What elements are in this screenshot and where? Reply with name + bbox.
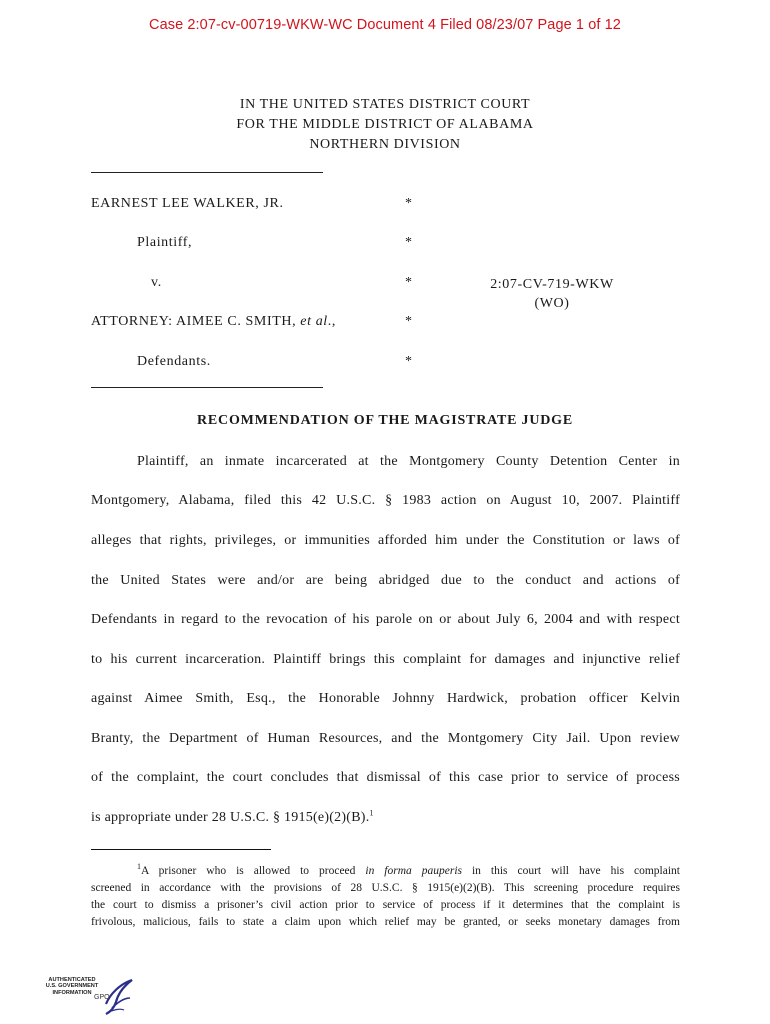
- body-line-last: [91, 809, 680, 827]
- body-line: of the complaint, the court concludes that dismissal of this case prior to service of process: [91, 770, 680, 785]
- footnote-rule: [91, 849, 271, 850]
- body-line: the United States were and/or are being abridged due to the conduct and actions of: [91, 573, 680, 588]
- plaintiff-name: EARNEST LEE WALKER, JR.: [91, 196, 284, 211]
- court-line-1: IN THE UNITED STATES DISTRICT COURT: [239, 97, 531, 112]
- defendant-et-al: et al: [300, 314, 328, 329]
- body-line: Branty, the Department of Human Resources, and the Montgomery City Jail. Upon review: [91, 731, 680, 746]
- footnote-line: the court to dismiss a prisoner’s civil action prior to service of process if it determines that the complaint is: [91, 899, 680, 911]
- versus: v.: [151, 275, 162, 290]
- case-number: 2:07-CV-719-WKW: [490, 277, 614, 292]
- caption-star: *: [405, 354, 412, 369]
- court-line-2: FOR THE MIDDLE DISTRICT OF ALABAMA: [236, 117, 534, 132]
- gpo-line-3: INFORMATION: [52, 989, 92, 996]
- gpo-line-2: U.S. GOVERNMENT: [45, 983, 99, 990]
- gpo-authenticated-logo: [36, 968, 136, 1020]
- gpo-mark: GPO: [94, 994, 110, 1001]
- body-line: Plaintiff, an inmate incarcerated at the Montgomery County Detention Center in: [137, 454, 680, 469]
- document-heading: RECOMMENDATION OF THE MAGISTRATE JUDGE: [196, 413, 574, 428]
- footnote-line: screened in accordance with the provisions of 28 U.S.C. § 1915(e)(2)(B). This screening procedure requires: [91, 882, 680, 894]
- footnote-italic: in forma pauperis: [365, 865, 462, 877]
- defendant-name: [91, 314, 336, 330]
- caption-star: *: [405, 314, 412, 329]
- case-header-stamp: Case 2:07-cv-00719-WKW-WC Document 4 Filed 08/23/07 Page 1 of 12: [149, 17, 621, 33]
- footnote-text-b: in this court will have his complaint: [462, 865, 680, 877]
- plaintiff-role: Plaintiff,: [137, 235, 193, 250]
- body-last-text: is appropriate under 28 U.S.C. § 1915(e)(2)(B).: [91, 810, 370, 825]
- body-line: to his current incarceration. Plaintiff brings this complaint for damages and injunctive relief: [91, 652, 680, 667]
- body-line: Montgomery, Alabama, filed this 42 U.S.C. § 1983 action on August 10, 2007. Plaintiff: [91, 493, 680, 508]
- body-line: against Aimee Smith, Esq., the Honorable Johnny Hardwick, probation officer Kelvin: [91, 691, 680, 706]
- caption-star: *: [405, 275, 412, 290]
- defendant-name-text: ATTORNEY: AIMEE C. SMITH,: [91, 314, 301, 329]
- footnote-line: frivolous, malicious, fails to state a claim upon which relief may be granted, or seeks monetary damages from: [91, 916, 680, 928]
- footnote-reference: 1: [369, 808, 374, 818]
- body-line: alleges that rights, privileges, or immunities afforded him under the Constitution or laws of: [91, 533, 680, 548]
- court-line-3: NORTHERN DIVISION: [309, 137, 461, 152]
- caption-rule-bottom: [91, 387, 323, 388]
- caption-star: *: [405, 235, 412, 250]
- gpo-line-1: AUTHENTICATED: [48, 977, 96, 983]
- body-line: Defendants in regard to the revocation of his parole on or about July 6, 2004 and with respect: [91, 612, 680, 627]
- caption-rule-top: [91, 172, 323, 173]
- case-number-block: [470, 275, 634, 313]
- footnote-text-a: A prisoner who is allowed to proceed: [141, 865, 366, 877]
- defendant-role: Defendants.: [137, 354, 211, 369]
- case-suffix: (WO): [534, 296, 570, 311]
- court-title: [0, 95, 770, 155]
- caption-star: *: [405, 196, 412, 211]
- footnote-marker: 1: [137, 862, 141, 872]
- footnote-line: [137, 863, 680, 879]
- defendant-comma: .,: [327, 314, 336, 329]
